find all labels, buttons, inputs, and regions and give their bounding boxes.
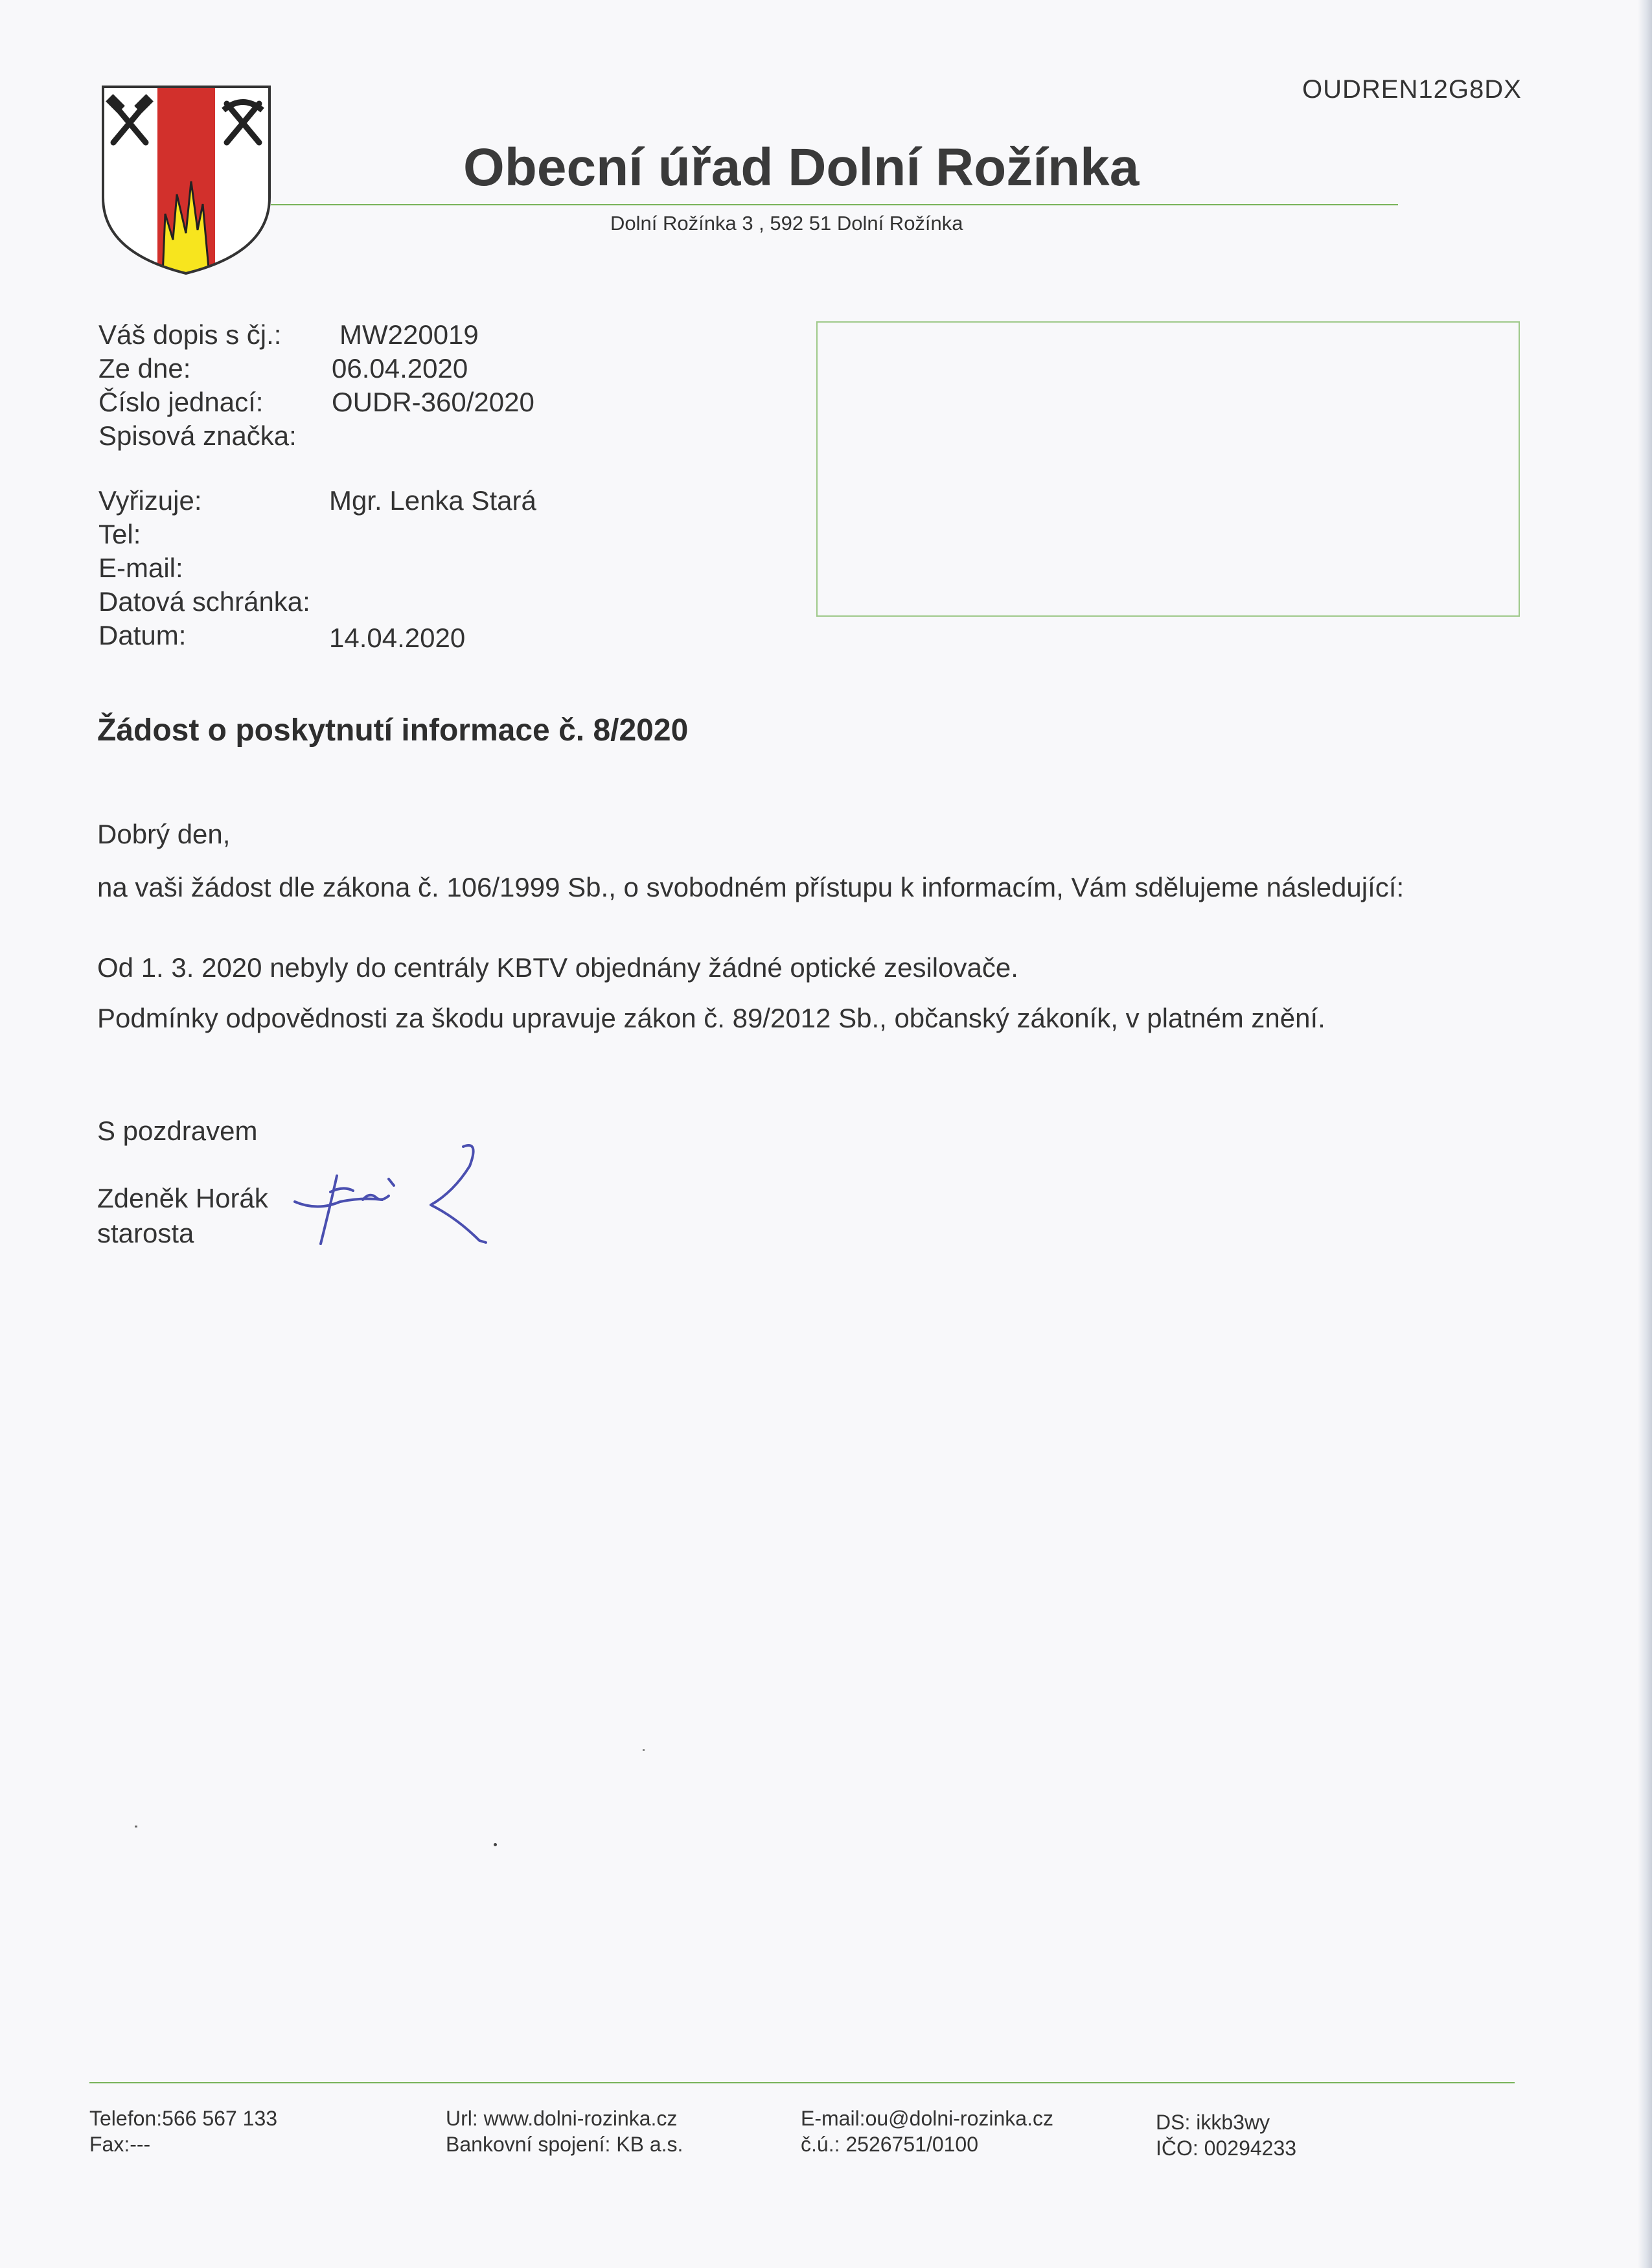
footer-rule bbox=[89, 2082, 1515, 2083]
value-tel bbox=[329, 518, 536, 551]
ref-labels bbox=[98, 318, 297, 453]
contact-labels bbox=[98, 484, 310, 652]
footer-col-email bbox=[801, 2105, 1053, 2157]
label-file-mark: Spisová značka: bbox=[98, 420, 297, 451]
scan-speck bbox=[494, 1843, 497, 1846]
label-tel: Tel: bbox=[98, 519, 141, 549]
value-date: 14.04.2020 bbox=[329, 623, 466, 653]
label-date-of: Ze dne: bbox=[98, 353, 191, 384]
label-date: Datum: bbox=[98, 620, 187, 650]
value-ref-number: OUDR-360/2020 bbox=[332, 387, 534, 417]
label-ref-number: Číslo jednací: bbox=[98, 387, 264, 417]
value-email bbox=[329, 551, 536, 585]
recipient-address-box bbox=[816, 321, 1520, 617]
value-handled-by: Mgr. Lenka Stará bbox=[329, 485, 536, 516]
footer-col-ids bbox=[1156, 2109, 1296, 2161]
footer-phone: Telefon:566 567 133 bbox=[89, 2107, 278, 2130]
value-file-mark bbox=[332, 419, 534, 453]
document-id: OUDREN12G8DX bbox=[1302, 75, 1522, 104]
paragraph-2: Podmínky odpovědnosti za škodu upravuje zákon č. 89/2012 Sb., občanský zákoník, v platném znění. bbox=[97, 1003, 1325, 1033]
value-date-of: 06.04.2020 bbox=[332, 353, 468, 384]
footer-email: E-mail:ou@dolni-rozinka.cz bbox=[801, 2107, 1053, 2130]
office-address: Dolní Rožínka 3 , 592 51 Dolní Rožínka bbox=[610, 212, 963, 235]
letter-subject: Žádost o poskytnutí informace č. 8/2020 bbox=[97, 713, 689, 748]
coat-of-arms-emblem bbox=[100, 84, 272, 275]
value-your-letter: MW220019 bbox=[339, 319, 479, 350]
footer-col-phone bbox=[89, 2105, 277, 2157]
paragraph-1: Od 1. 3. 2020 nebyly do centrály KBTV objednány žádné optické zesilovače. bbox=[97, 952, 1018, 983]
footer-col-web bbox=[446, 2105, 683, 2157]
footer-bank: Bankovní spojení: KB a.s. bbox=[446, 2133, 683, 2156]
footer-account: č.ú.: 2526751/0100 bbox=[801, 2133, 979, 2156]
signer-name: Zdeněk Horák bbox=[97, 1183, 268, 1213]
greeting: Dobrý den, bbox=[97, 819, 231, 849]
footer-fax: Fax:--- bbox=[89, 2133, 151, 2156]
office-title: Obecní úřad Dolní Rožínka bbox=[463, 138, 1140, 197]
footer-url: Url: www.dolni-rozinka.cz bbox=[446, 2107, 678, 2130]
label-email: E-mail: bbox=[98, 553, 183, 583]
label-data-box: Datová schránka: bbox=[98, 586, 310, 617]
contact-values bbox=[329, 484, 536, 655]
scan-edge-shadow bbox=[1638, 0, 1652, 2268]
intro-paragraph: na vaši žádost dle zákona č. 106/1999 Sb., o svobodném přístupu k informacím, Vám sdělujeme následující: bbox=[97, 872, 1405, 902]
label-your-letter: Váš dopis s čj.: bbox=[98, 319, 282, 350]
signer-title: starosta bbox=[97, 1218, 194, 1248]
header-rule bbox=[271, 204, 1398, 205]
label-handled-by: Vyřizuje: bbox=[98, 485, 202, 516]
value-data-box bbox=[329, 585, 536, 619]
closing: S pozdravem bbox=[97, 1116, 258, 1146]
footer-ds: DS: ikkb3wy bbox=[1156, 2111, 1270, 2134]
footer-ico: IČO: 00294233 bbox=[1156, 2136, 1297, 2160]
ref-values bbox=[332, 318, 534, 453]
scan-speck bbox=[135, 1826, 137, 1827]
handwritten-signature bbox=[292, 1140, 492, 1250]
scan-speck bbox=[643, 1749, 645, 1751]
